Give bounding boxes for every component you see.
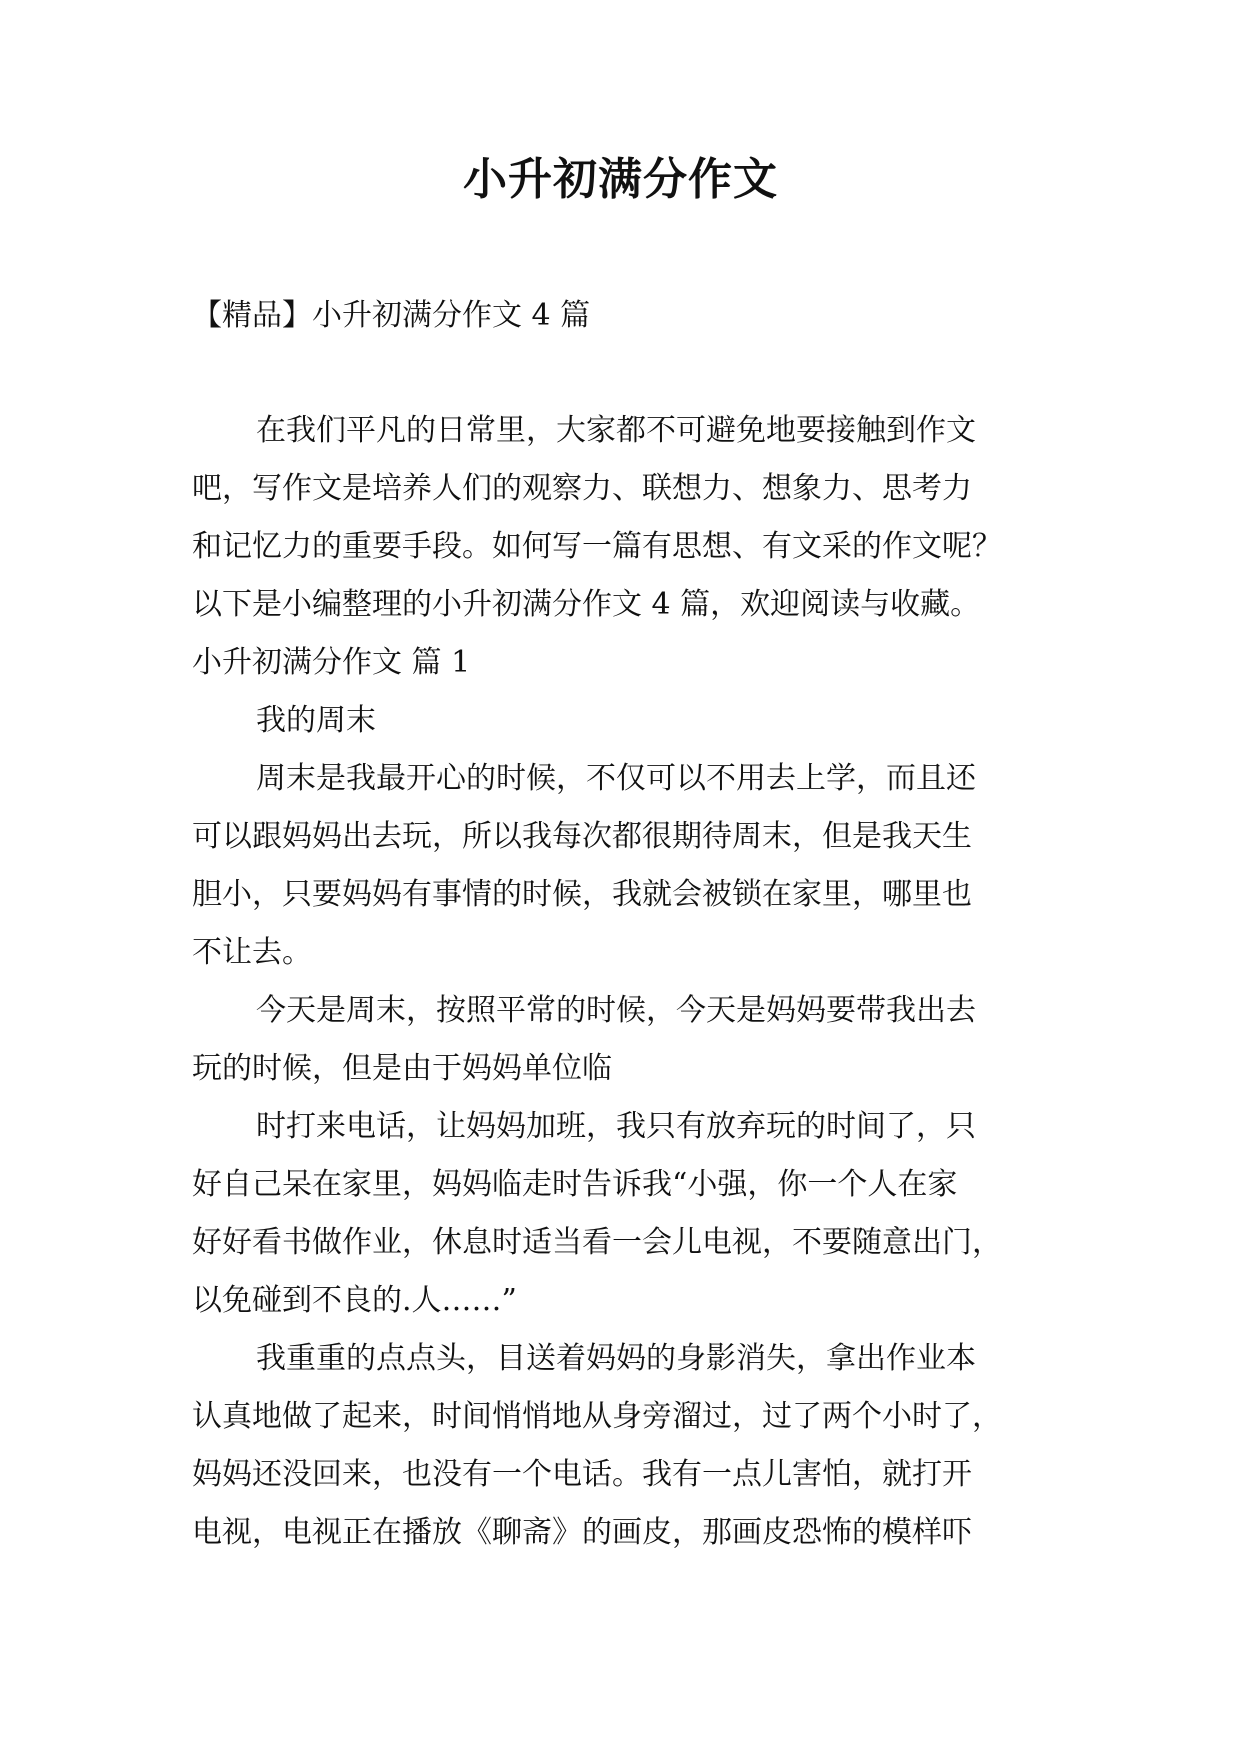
paragraph-line: 吧，写作文是培养人们的观察力、联想力、想象力、思考力 [192, 471, 972, 506]
paragraph-line: 好自己呆在家里，妈妈临走时告诉我“小强，你一个人在家 [192, 1167, 958, 1202]
paragraph-line: 我重重的点点头，目送着妈妈的身影消失，拿出作业本 [256, 1341, 976, 1376]
paragraph-line: 今天是周末，按照平常的时候，今天是妈妈要带我出去 [256, 993, 976, 1028]
paragraph-line: 周末是我最开心的时候，不仅可以不用去上学，而且还 [256, 761, 976, 796]
paragraph-line: 以免碰到不良的.人……” [192, 1283, 517, 1318]
section-heading: 小升初满分作文 篇 1 [192, 645, 471, 680]
paragraph-line: 胆小，只要妈妈有事情的时候，我就会被锁在家里，哪里也 [192, 877, 972, 912]
paragraph-line: 以下是小编整理的小升初满分作文 4 篇，欢迎阅读与收藏。 [192, 587, 981, 622]
document-subtitle: 【精品】小升初满分作文 4 篇 [192, 298, 591, 333]
paragraph-line: 可以跟妈妈出去玩，所以我每次都很期待周末，但是我天生 [192, 819, 972, 854]
essay-title: 我的周末 [256, 703, 376, 738]
paragraph-line: 玩的时候，但是由于妈妈单位临 [192, 1051, 612, 1086]
paragraph-line: 在我们平凡的日常里，大家都不可避免地要接触到作文 [256, 413, 976, 448]
paragraph-line: 和记忆力的重要手段。如何写一篇有思想、有文采的作文呢？ [192, 529, 1002, 564]
paragraph-line: 时打来电话，让妈妈加班，我只有放弃玩的时间了，只 [256, 1109, 976, 1144]
document-title: 小升初满分作文 [463, 154, 778, 205]
paragraph-line: 电视，电视正在播放《聊斋》的画皮，那画皮恐怖的模样吓 [192, 1515, 972, 1550]
paragraph-line: 好好看书做作业，休息时适当看一会儿电视，不要随意出门， [192, 1225, 1002, 1260]
paragraph-line: 不让去。 [192, 935, 312, 970]
paragraph-line: 妈妈还没回来，也没有一个电话。我有一点儿害怕，就打开 [192, 1457, 972, 1492]
paragraph-line: 认真地做了起来，时间悄悄地从身旁溜过，过了两个小时了， [192, 1399, 1002, 1434]
